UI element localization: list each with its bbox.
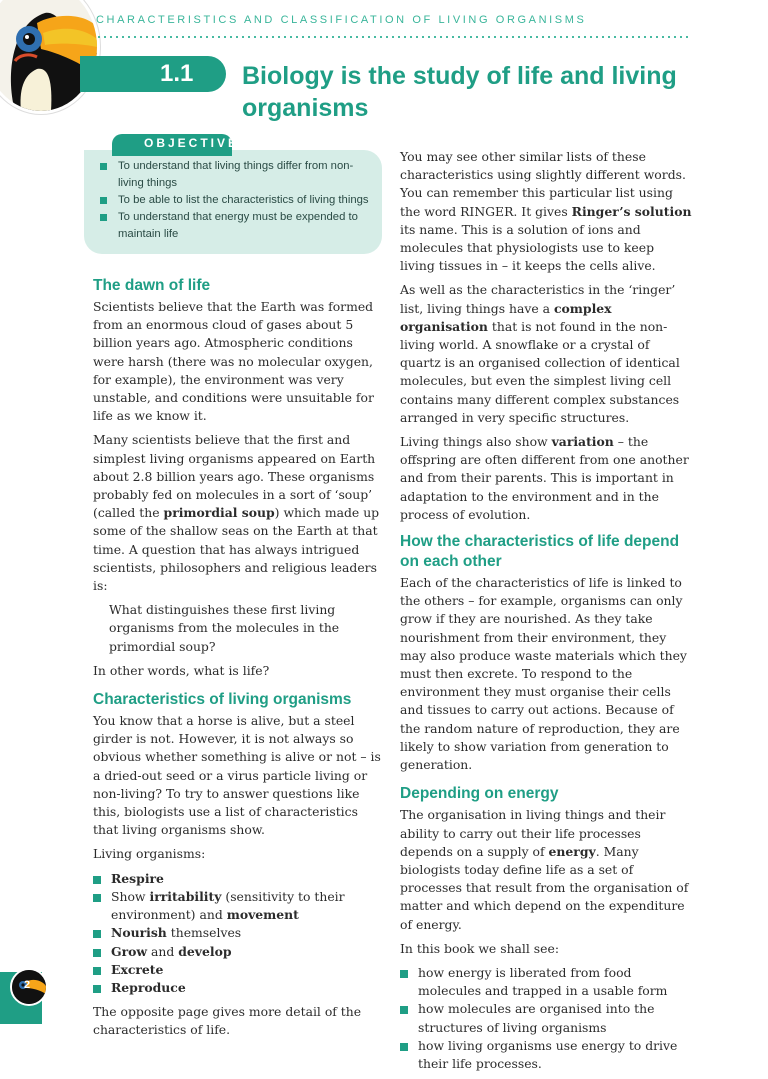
paragraph: Each of the characteristics of life is linked to the others – for example, organisms can only grow if they are nourished. As they take nourishment from their environment, they may also produce waste materials which they must then excrete. To respond to the environment they must organise their cells and tissues to carry out actions. Because of the random nature of reproduction, they are likely to show variation from generation to generation. [400, 575, 687, 773]
paragraph: As well as the characteristics in the ‘ringer’ list, living things have a complex organisation that is not found in the non-living world. A snowflake or a crystal of quartz is an organised collection of identical molecules, but even the simplest living cell contains many different complex substances arranged in very specific structures. [400, 282, 680, 425]
dotted-rule [96, 36, 692, 38]
heading-depending-on-energy: Depending on energy [400, 785, 559, 803]
running-head: CHARACTERISTICS AND CLASSIFICATION OF LIVING ORGANISMS [96, 14, 587, 26]
right-column [400, 148, 692, 1079]
list-item: Respire [93, 870, 383, 888]
paragraph: You may see other similar lists of these characteristics using slightly different words. You can remember this particular list using the word RINGER. It gives Ringer’s solution its name. This is a solution of ions and molecules that physiologists use to keep living tissues in – it keeps the cells alive. [400, 149, 692, 274]
term-primordial-soup: primordial soup [163, 505, 275, 521]
paragraph: In this book we shall see: [400, 940, 559, 956]
characteristics-list [93, 870, 383, 997]
list-item: how energy is liberated from food molecules and trapped in a usable form [400, 964, 692, 1000]
objectives-tab [112, 134, 251, 156]
paragraph: Living organisms: [93, 846, 206, 862]
quote: What distinguishes these first living organisms from the molecules in the primordial soup? [109, 602, 340, 654]
objective-item: To understand that energy must be expended to maintain life [100, 209, 370, 243]
objective-item: To be able to list the characteristics of living things [100, 192, 370, 209]
list-item: Show irritability (sensitivity to their environment) and movement [93, 888, 383, 924]
term-ringers-solution: Ringer’s solution [571, 203, 692, 219]
list-item: how living organisms use energy to drive their life processes. [400, 1037, 692, 1073]
objectives-list [100, 158, 370, 243]
page-title: Biology is the study of life and living organisms [242, 62, 677, 122]
term-variation: variation [551, 434, 614, 450]
page-number: 2 [24, 979, 31, 991]
heading-dawn-of-life: The dawn of life [93, 277, 211, 294]
list-item: Grow and develop [93, 943, 383, 961]
paragraph: In other words, what is life? [93, 662, 270, 678]
left-column [93, 276, 383, 1046]
paragraph: The opposite page gives more detail of the characteristics of life. [93, 1004, 362, 1038]
list-item: Reproduce [93, 979, 383, 997]
paragraph: The organisation in living things and their ability to carry out their life processes depends on a supply of energy. Many biologists today define life as a set of processes that result from the organisation of matter and which depend on the expenditure of energy. [400, 807, 689, 932]
paragraph: Living things also show variation – the offspring are often different from one another and from their parents. This is important in adaptation to the environment and in the process of evolution. [400, 434, 689, 522]
term-energy: energy [548, 843, 596, 859]
energy-list [400, 964, 692, 1073]
objectives-heading: OBJECTIVES [144, 136, 251, 150]
paragraph: You know that a horse is alive, but a steel girder is not. However, it is not always so obvious whether something is alive or not – is a dried-out seed or a virus particle living or non-living? To try to answer questions like this, biologists use a list of characteristics that living organisms show. [93, 713, 381, 838]
objective-item: To understand that living things differ from non-living things [100, 158, 370, 192]
paragraph: Many scientists believe that the first and simplest living organisms appeared on Earth about 2.8 billion years ago. These organisms probably fed on molecules in a sort of ‘soup’ (called the primordial soup) which made up some of the shallow seas on the Earth at that time. A question that has always intrigued scientists, philosophers and religious leaders is: [93, 432, 380, 594]
list-item: how molecules are organised into the structures of living organisms [400, 1000, 692, 1036]
heading-characteristics: Characteristics of living organisms [93, 691, 352, 709]
paragraph: Scientists believe that the Earth was formed from an enormous cloud of gases about 5 billion years ago. Atmospheric conditions were harsh (there was no molecular oxygen, for example), the environment was very unstable, and conditions were unsuitable for life as we know it. [93, 299, 374, 424]
section-number: 1.1 [160, 60, 194, 87]
term-complex-organisation: complex organisation [400, 300, 612, 334]
list-item: Excrete [93, 961, 383, 979]
list-item: Nourish themselves [93, 924, 383, 942]
heading-how-characteristics-depend: How the characteristics of life depend on each other [400, 533, 680, 571]
